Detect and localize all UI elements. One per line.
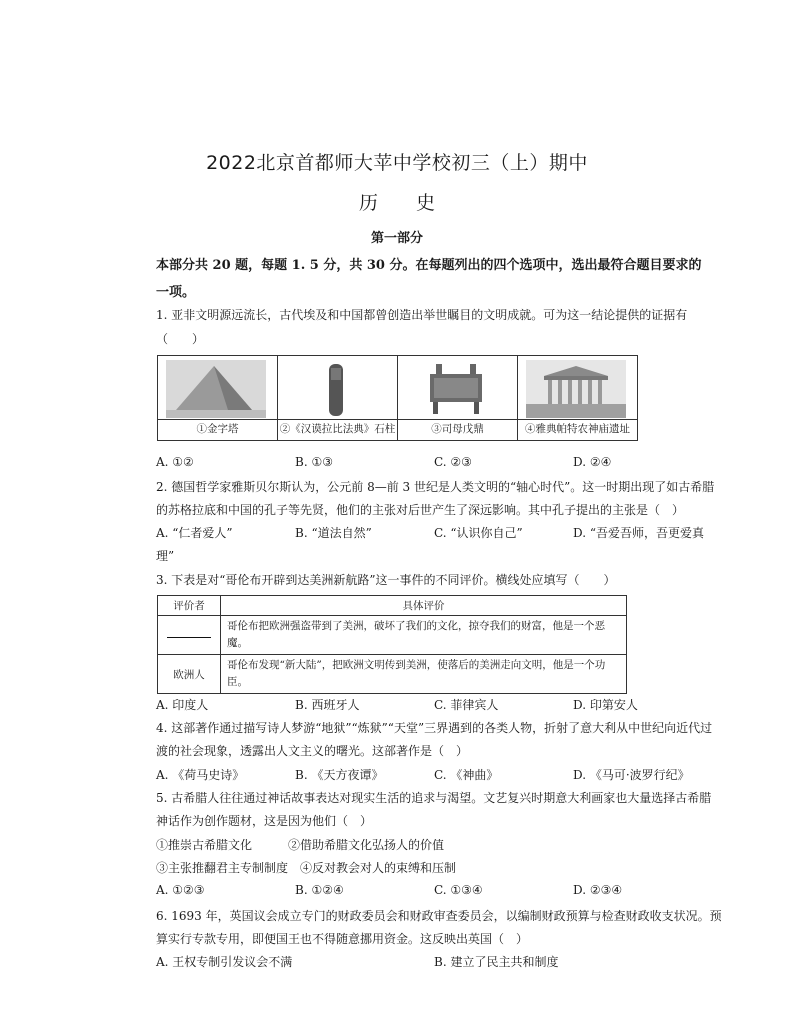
q2-line-2: 的苏格拉底和中国的孔子等先贤，他们的主张对后世产生了深远影响。其中孔子提出的主张是（ ） bbox=[156, 503, 685, 517]
part-heading: 第一部分 bbox=[370, 231, 423, 246]
q2-option-b[interactable]: B. “道法自然” bbox=[295, 526, 372, 540]
q1-caption-3: ③司母戊鼎 bbox=[398, 419, 517, 438]
fill-blank-line bbox=[167, 631, 211, 638]
q1-option-c[interactable]: C. ②③ bbox=[434, 455, 472, 469]
table-cell-text: 哥伦布把欧洲强盗带到了美洲，破坏了我们的文化，掠夺我们的财富，他是一个恶魔。 bbox=[221, 616, 627, 655]
document-title: 2022北京首都师大苹中学校初三（上）期中 bbox=[206, 152, 588, 174]
q2-option-d[interactable]: D. “吾爱吾师，吾更爱真 bbox=[573, 526, 704, 540]
q4-option-b[interactable]: B. 《天方夜谭》 bbox=[295, 768, 384, 782]
q1-image-cell-2 bbox=[278, 356, 398, 440]
q3-option-b[interactable]: B. 西班牙人 bbox=[295, 698, 360, 712]
intro-line-1: 本部分共 20 题，每题 1. 5 分，共 30 分。在每题列出的四个选项中，选出最符合题目要求的 bbox=[156, 258, 702, 273]
q1-caption-1: ①金字塔 bbox=[158, 419, 277, 438]
q5-option-c[interactable]: C. ①③④ bbox=[434, 883, 483, 897]
q3-option-d[interactable]: D. 印第安人 bbox=[573, 698, 638, 712]
q3-option-a[interactable]: A. 印度人 bbox=[156, 698, 209, 712]
q6-option-a[interactable]: A. 王权专制引发议会不满 bbox=[156, 955, 293, 969]
table-row bbox=[158, 616, 627, 655]
q5-items-2: ③主张推翻君主专制制度 ④反对教会对人的束缚和压制 bbox=[156, 861, 457, 875]
q4-option-c[interactable]: C. 《神曲》 bbox=[434, 768, 499, 782]
q4-option-d[interactable]: D. 《马可·波罗行纪》 bbox=[573, 768, 690, 782]
q5-option-b[interactable]: B. ①②④ bbox=[295, 883, 344, 897]
ding-image bbox=[406, 360, 506, 418]
q5-option-d[interactable]: D. ②③④ bbox=[573, 883, 623, 897]
q1-caption-4: ④雅典帕特农神庙遗址 bbox=[518, 419, 637, 438]
pyramid-image bbox=[166, 360, 266, 418]
q5-items-1: ①推崇古希腊文化 ②借助希腊文化弘扬人的价值 bbox=[156, 838, 445, 852]
q2-option-c[interactable]: C. “认识你自己” bbox=[434, 526, 523, 540]
q1-caption-2: ②《汉谟拉比法典》石柱 bbox=[278, 419, 397, 438]
parthenon-image bbox=[526, 360, 626, 418]
q2-line-1: 2. 德国哲学家雅斯贝尔斯认为，公元前 8—前 3 世纪是人类文明的“轴心时代”。这一时期出现了如古希腊 bbox=[156, 480, 715, 494]
q5-line-2: 神话作为创作题材，这是因为他们（ ） bbox=[156, 814, 373, 828]
q1-image-table bbox=[157, 355, 638, 441]
subject-char-2: 史 bbox=[416, 192, 436, 214]
q6-option-b[interactable]: B. 建立了民主共和制度 bbox=[434, 955, 559, 969]
q1-line-1: 1. 亚非文明源远流长，古代埃及和中国都曾创造出举世瞩目的文明成就。可为这一结论提供的证据有 bbox=[156, 308, 688, 322]
q2-option-a[interactable]: A. “仁者爱人” bbox=[156, 526, 233, 540]
q3-line-1: 3. 下表是对“哥伦布开辟到达美洲新航路”这一事件的不同评价。横线处应填写（ ） bbox=[156, 573, 616, 587]
q1-line-2: （ ） bbox=[156, 332, 205, 346]
q4-line-2: 渡的社会现象，透露出人文主义的曙光。这部著作是（ ） bbox=[156, 744, 469, 758]
table-row bbox=[158, 655, 627, 694]
table-cell-who: 欧洲人 bbox=[158, 655, 221, 694]
q1-image-cell-3 bbox=[398, 356, 518, 440]
q6-line-1: 6. 1693 年，英国议会成立专门的财政委员会和财政审查委员会，以编制财政预算与检查财政收支状况。预 bbox=[156, 909, 722, 923]
table-header-evaluator: 评价者 bbox=[158, 596, 221, 616]
table-header-row bbox=[158, 596, 627, 616]
table-header-evaluation: 具体评价 bbox=[221, 596, 627, 616]
q3-option-c[interactable]: C. 菲律宾人 bbox=[434, 698, 499, 712]
q1-option-a[interactable]: A. ①② bbox=[156, 455, 194, 469]
subject-heading bbox=[0, 188, 794, 215]
q6-line-2: 算实行专款专用，即便国王也不得随意挪用资金。这反映出英国（ ） bbox=[156, 932, 529, 946]
subject-char-1: 历 bbox=[358, 192, 378, 214]
q1-image-cell-4 bbox=[518, 356, 637, 440]
q1-option-b[interactable]: B. ①③ bbox=[295, 455, 333, 469]
q5-option-a[interactable]: A. ①②③ bbox=[156, 883, 205, 897]
q3-evaluation-table bbox=[157, 595, 627, 694]
q4-line-1: 4. 这部著作通过描写诗人梦游“地狱”“炼狱”“天堂”三界遇到的各类人物，折射了意大利从中世纪向近代过 bbox=[156, 721, 713, 735]
q5-line-1: 5. 古希腊人往往通过神话故事表达对现实生活的追求与渴望。文艺复兴时期意大利画家也大量选择古希腊 bbox=[156, 791, 712, 805]
q1-option-d[interactable]: D. ②④ bbox=[573, 455, 612, 469]
stele-image bbox=[286, 360, 386, 418]
table-cell-blank bbox=[158, 616, 221, 655]
q4-option-a[interactable]: A. 《荷马史诗》 bbox=[156, 768, 245, 782]
q1-image-cell-1 bbox=[158, 356, 278, 440]
intro-line-2: 一项。 bbox=[156, 285, 196, 300]
table-cell-text: 哥伦布发现“新大陆”，把欧洲文明传到美洲，使落后的美洲走向文明，他是一个功臣。 bbox=[221, 655, 627, 694]
q2-option-d-overflow: 理” bbox=[156, 549, 175, 563]
